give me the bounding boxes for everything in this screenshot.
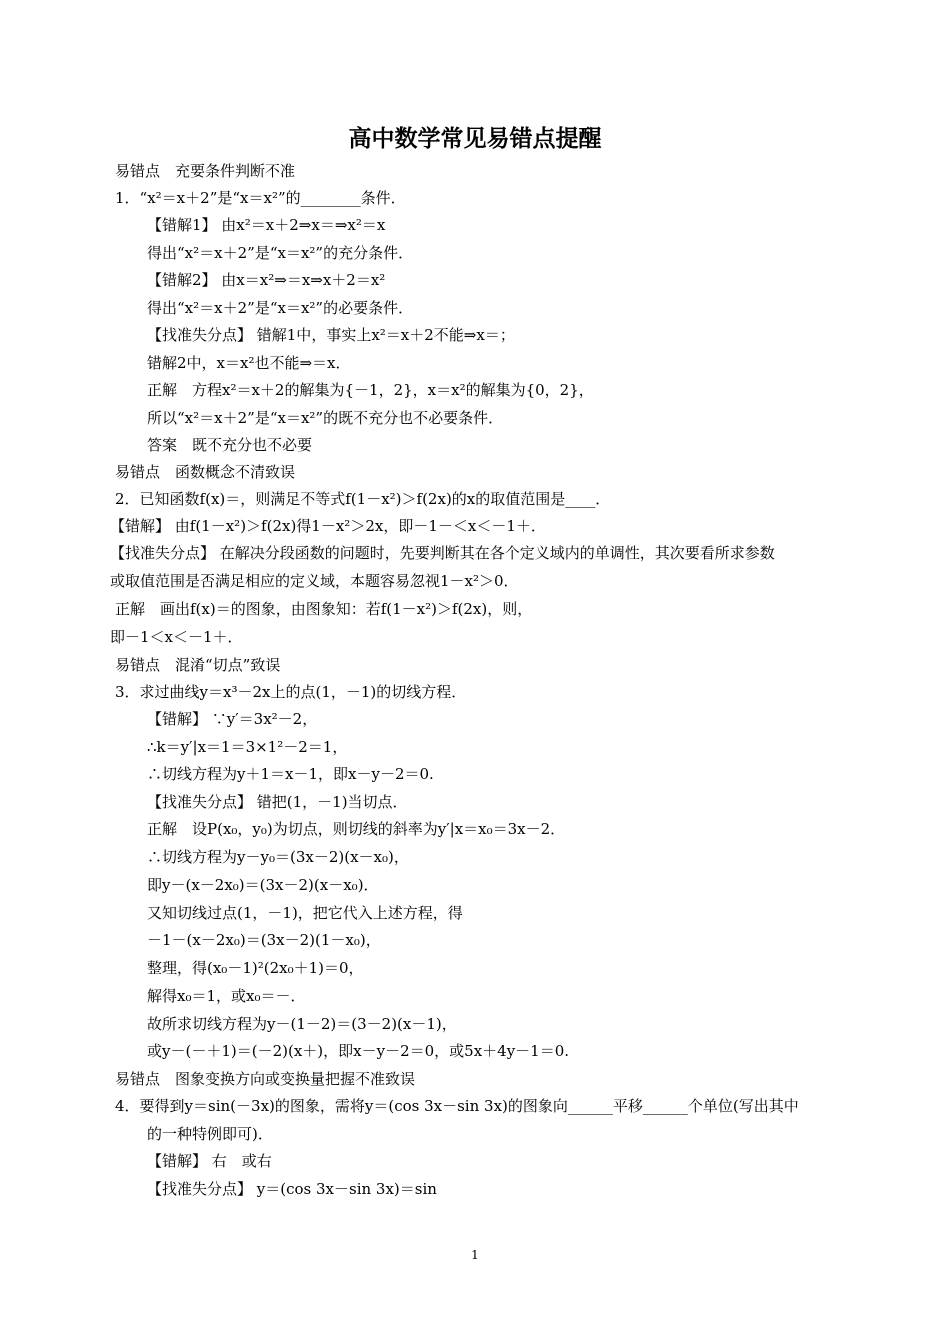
- text-line: 【找准失分点】 错解1中，事实上x²＝x＋2不能⇒x＝；: [147, 326, 515, 344]
- text-line: 或取值范围是否满足相应的定义域，本题容易忽视1－x²＞0．: [110, 572, 519, 590]
- text-line: 【错解】 ∵y′＝3x²－2，: [147, 710, 318, 728]
- text-line: 得出“x²＝x＋2”是“x＝x²”的充分条件．: [147, 244, 414, 262]
- text-line: 【错解】 右 或右: [147, 1152, 272, 1170]
- page-number: 1: [471, 1248, 479, 1262]
- text-line: 即y－(x－2x₀)＝(3x－2)(x－x₀)．: [147, 876, 379, 894]
- problem-line: 的一种特例即可)．: [147, 1125, 273, 1143]
- text-line: 错解2中，x＝x²也不能⇒＝x．: [147, 354, 351, 372]
- text-line: 正解 设P(x₀，y₀)为切点，则切线的斜率为y′|x＝x₀＝3x－2．: [147, 820, 566, 838]
- section-heading: 易错点 函数概念不清致误: [115, 463, 296, 481]
- problem-line: 4．要得到y＝sin(－3x)的图象，需将y＝(cos 3x－sin 3x)的图象向______平移______个单位(写出其中: [115, 1097, 799, 1115]
- text-line: 【找准失分点】 y＝(cos 3x－sin 3x)＝sin: [147, 1180, 437, 1198]
- text-line: ∴k＝y′|x＝1＝3×1²－2＝1，: [147, 738, 348, 756]
- text-line: 【找准失分点】 在解决分段函数的问题时，先要判断其在各个定义域内的单调性，其次要看所求参数: [110, 544, 775, 562]
- text-line: 【错解】 由f(1－x²)＞f(2x)得1－x²＞2x，即－1－＜x＜－1＋．: [110, 517, 546, 535]
- text-line: 或y－(－＋1)＝(－2)(x＋)，即x－y－2＝0，或5x＋4y－1＝0.: [147, 1042, 570, 1060]
- section-heading: 易错点 图象变换方向或变换量把握不准致误: [115, 1070, 416, 1088]
- text-line: 正解 画出f(x)＝的图象，由图象知：若f(1－x²)＞f(2x)，则，: [115, 600, 533, 618]
- text-line: 得出“x²＝x＋2”是“x＝x²”的必要条件．: [147, 299, 414, 317]
- text-line: 整理，得(x₀－1)²(2x₀＋1)＝0，: [147, 959, 364, 977]
- text-line: 故所求切线方程为y－(1－2)＝(3－2)(x－1)，: [147, 1015, 457, 1033]
- text-line: 所以“x²＝x＋2”是“x＝x²”的既不充分也不必要条件．: [147, 409, 504, 427]
- text-line: 又知切线过点(1，－1)，把它代入上述方程，得: [147, 904, 463, 922]
- text-line: －1－(x－2x₀)＝(3x－2)(1－x₀)，: [147, 931, 381, 949]
- text-line: 正解 方程x²＝x＋2的解集为{－1，2}，x＝x²的解集为{0，2}，: [147, 381, 594, 399]
- problem-line: 1．“x²＝x＋2”是“x＝x²”的________条件．: [115, 189, 406, 207]
- section-heading: 易错点 混淆“切点”致误: [115, 656, 281, 674]
- text-line: 【错解1】 由x²＝x＋2⇒x＝⇒x²＝x: [147, 216, 386, 234]
- text-line: 解得x₀＝1，或x₀＝－．: [147, 987, 306, 1005]
- problem-line: 3．求过曲线y＝x³－2x上的点(1，－1)的切线方程．: [115, 683, 467, 701]
- page-title: 高中数学常见易错点提醒: [348, 125, 602, 152]
- section-heading: 易错点 充要条件判断不准: [115, 162, 296, 180]
- text-line: ∴切线方程为y＋1＝x－1，即x－y－2＝0.: [147, 765, 434, 783]
- text-line: 【错解2】 由x＝x²⇒＝x⇒x＋2＝x²: [147, 271, 386, 289]
- text-line: 【找准失分点】 错把(1，－1)当切点．: [147, 793, 408, 811]
- problem-line: 2．已知函数f(x)＝，则满足不等式f(1－x²)＞f(2x)的x的取值范围是____．: [115, 490, 611, 508]
- text-line: ∴切线方程为y－y₀＝(3x－2)(x－x₀)，: [147, 848, 409, 866]
- answer-line: 答案 既不充分也不必要: [147, 436, 313, 454]
- text-line: 即－1＜x＜－1＋．: [110, 628, 243, 646]
